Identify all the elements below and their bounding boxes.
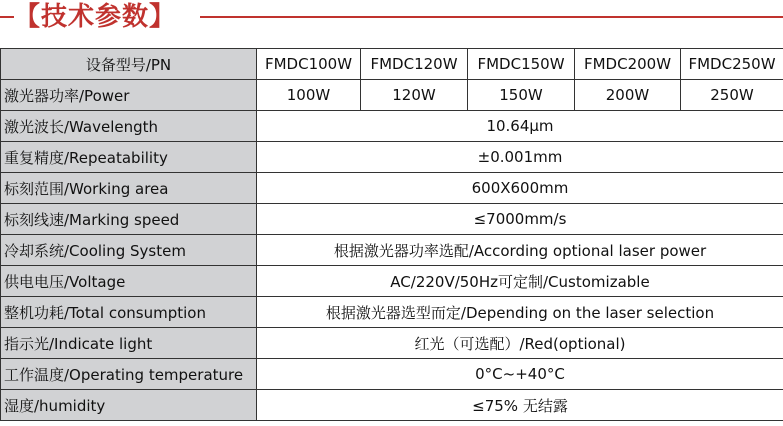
model-cell: FMDC150W bbox=[468, 49, 575, 80]
row-value: 0°C~+40°C bbox=[257, 359, 783, 390]
section-title: 【技术参数】 bbox=[14, 2, 177, 32]
row-label: 工作温度/Operating temperature bbox=[1, 359, 257, 390]
row-label: 设备型号/PN bbox=[1, 49, 257, 80]
model-cell: FMDC250W bbox=[681, 49, 783, 80]
header-line-left bbox=[0, 16, 14, 18]
row-value: 红光（可选配）/Red(optional) bbox=[257, 328, 783, 359]
spec-table bbox=[0, 48, 783, 421]
power-cell: 100W bbox=[257, 80, 361, 111]
power-cell: 250W bbox=[681, 80, 783, 111]
section-header bbox=[0, 0, 783, 46]
power-cell: 120W bbox=[361, 80, 468, 111]
table-row-consumption bbox=[1, 297, 783, 328]
row-value: ≤7000mm/s bbox=[257, 204, 783, 235]
table-row-repeatability bbox=[1, 142, 783, 173]
row-label: 整机功耗/Total consumption bbox=[1, 297, 257, 328]
row-label: 指示光/Indicate light bbox=[1, 328, 257, 359]
table-row-power bbox=[1, 80, 783, 111]
table-row-humidity bbox=[1, 390, 783, 421]
row-value: AC/220V/50Hz可定制/Customizable bbox=[257, 266, 783, 297]
model-cell: FMDC120W bbox=[361, 49, 468, 80]
table-row-indicate-light bbox=[1, 328, 783, 359]
table-row-working-area bbox=[1, 173, 783, 204]
table-row-voltage bbox=[1, 266, 783, 297]
row-label: 湿度/humidity bbox=[1, 390, 257, 421]
row-value: 10.64μm bbox=[257, 111, 783, 142]
table-row-wavelength bbox=[1, 111, 783, 142]
power-cell: 150W bbox=[468, 80, 575, 111]
row-value: ≤75% 无结露 bbox=[257, 390, 783, 421]
row-label: 标刻线速/Marking speed bbox=[1, 204, 257, 235]
row-label: 冷却系统/Cooling System bbox=[1, 235, 257, 266]
row-label: 重复精度/Repeatability bbox=[1, 142, 257, 173]
model-cell: FMDC200W bbox=[575, 49, 681, 80]
row-label: 供电电压/Voltage bbox=[1, 266, 257, 297]
row-value: 600X600mm bbox=[257, 173, 783, 204]
header-line-right bbox=[200, 16, 783, 18]
table-row-cooling bbox=[1, 235, 783, 266]
row-value: 根据激光器选型而定/Depending on the laser selection bbox=[257, 297, 783, 328]
row-label: 激光波长/Wavelength bbox=[1, 111, 257, 142]
row-label: 标刻范围/Working area bbox=[1, 173, 257, 204]
table-row-temperature bbox=[1, 359, 783, 390]
model-cell: FMDC100W bbox=[257, 49, 361, 80]
row-value: ±0.001mm bbox=[257, 142, 783, 173]
row-label: 激光器功率/Power bbox=[1, 80, 257, 111]
table-row-marking-speed bbox=[1, 204, 783, 235]
table-row-model bbox=[1, 49, 783, 80]
row-value: 根据激光器功率选配/According optional laser power bbox=[257, 235, 783, 266]
power-cell: 200W bbox=[575, 80, 681, 111]
